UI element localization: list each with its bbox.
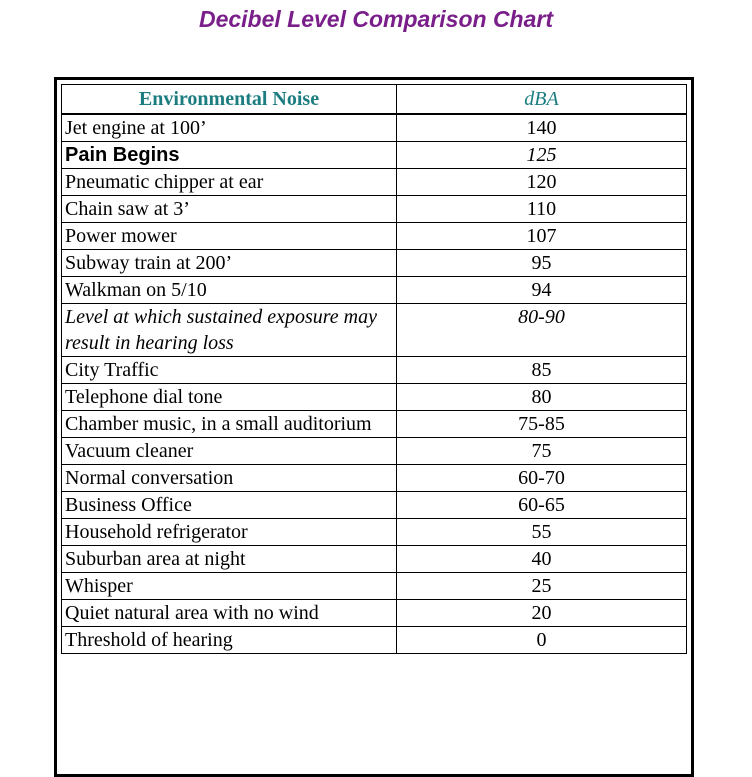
noise-source-cell: City Traffic bbox=[62, 357, 397, 384]
table-row bbox=[62, 627, 687, 654]
table-row bbox=[62, 546, 687, 573]
table-row bbox=[62, 223, 687, 250]
table-row bbox=[62, 277, 687, 304]
dba-value-cell: 40 bbox=[397, 546, 687, 573]
column-header-dba: dBA bbox=[397, 85, 687, 115]
table-row bbox=[62, 250, 687, 277]
dba-value-cell: 20 bbox=[397, 600, 687, 627]
dba-value-cell: 25 bbox=[397, 573, 687, 600]
dba-value-cell: 75-85 bbox=[397, 411, 687, 438]
dba-value-cell: 60-70 bbox=[397, 465, 687, 492]
noise-source-cell: Pneumatic chipper at ear bbox=[62, 169, 397, 196]
dba-value-cell: 0 bbox=[397, 627, 687, 654]
table-frame bbox=[54, 77, 694, 777]
dba-value-cell: 107 bbox=[397, 223, 687, 250]
table-row bbox=[62, 304, 687, 357]
dba-value-cell: 85 bbox=[397, 357, 687, 384]
noise-source-cell: Subway train at 200’ bbox=[62, 250, 397, 277]
noise-source-cell: Pain Begins bbox=[62, 142, 397, 169]
dba-value-cell: 125 bbox=[397, 142, 687, 169]
table-row bbox=[62, 169, 687, 196]
table-row bbox=[62, 196, 687, 223]
noise-source-cell: Jet engine at 100’ bbox=[62, 114, 397, 142]
noise-source-cell: Chain saw at 3’ bbox=[62, 196, 397, 223]
dba-value-cell: 120 bbox=[397, 169, 687, 196]
dba-value-cell: 55 bbox=[397, 519, 687, 546]
dba-value-cell: 95 bbox=[397, 250, 687, 277]
dba-value-cell: 94 bbox=[397, 277, 687, 304]
table-header-row bbox=[62, 85, 687, 115]
table-row bbox=[62, 142, 687, 169]
noise-source-cell: Walkman on 5/10 bbox=[62, 277, 397, 304]
noise-source-cell: Suburban area at night bbox=[62, 546, 397, 573]
table-row bbox=[62, 465, 687, 492]
table-row bbox=[62, 438, 687, 465]
table-row bbox=[62, 519, 687, 546]
dba-value-cell: 80-90 bbox=[397, 304, 687, 357]
table-row bbox=[62, 384, 687, 411]
noise-source-cell: Power mower bbox=[62, 223, 397, 250]
noise-source-cell: Whisper bbox=[62, 573, 397, 600]
noise-source-cell: Household refrigerator bbox=[62, 519, 397, 546]
table-row bbox=[62, 492, 687, 519]
table-row bbox=[62, 357, 687, 384]
column-header-noise: Environmental Noise bbox=[62, 85, 397, 115]
noise-source-cell: Threshold of hearing bbox=[62, 627, 397, 654]
noise-source-cell: Level at which sustained exposure may result in hearing loss bbox=[62, 304, 397, 357]
table-row bbox=[62, 573, 687, 600]
dba-value-cell: 110 bbox=[397, 196, 687, 223]
noise-source-cell: Business Office bbox=[62, 492, 397, 519]
dba-value-cell: 60-65 bbox=[397, 492, 687, 519]
dba-value-cell: 75 bbox=[397, 438, 687, 465]
table-row bbox=[62, 411, 687, 438]
noise-source-cell: Telephone dial tone bbox=[62, 384, 397, 411]
page-title: Decibel Level Comparison Chart bbox=[198, 6, 554, 32]
noise-source-cell: Quiet natural area with no wind bbox=[62, 600, 397, 627]
noise-source-cell: Vacuum cleaner bbox=[62, 438, 397, 465]
dba-value-cell: 140 bbox=[397, 114, 687, 142]
table-row bbox=[62, 600, 687, 627]
noise-source-cell: Chamber music, in a small auditorium bbox=[62, 411, 397, 438]
table-row bbox=[62, 114, 687, 142]
decibel-table bbox=[61, 84, 687, 654]
dba-value-cell: 80 bbox=[397, 384, 687, 411]
noise-source-cell: Normal conversation bbox=[62, 465, 397, 492]
